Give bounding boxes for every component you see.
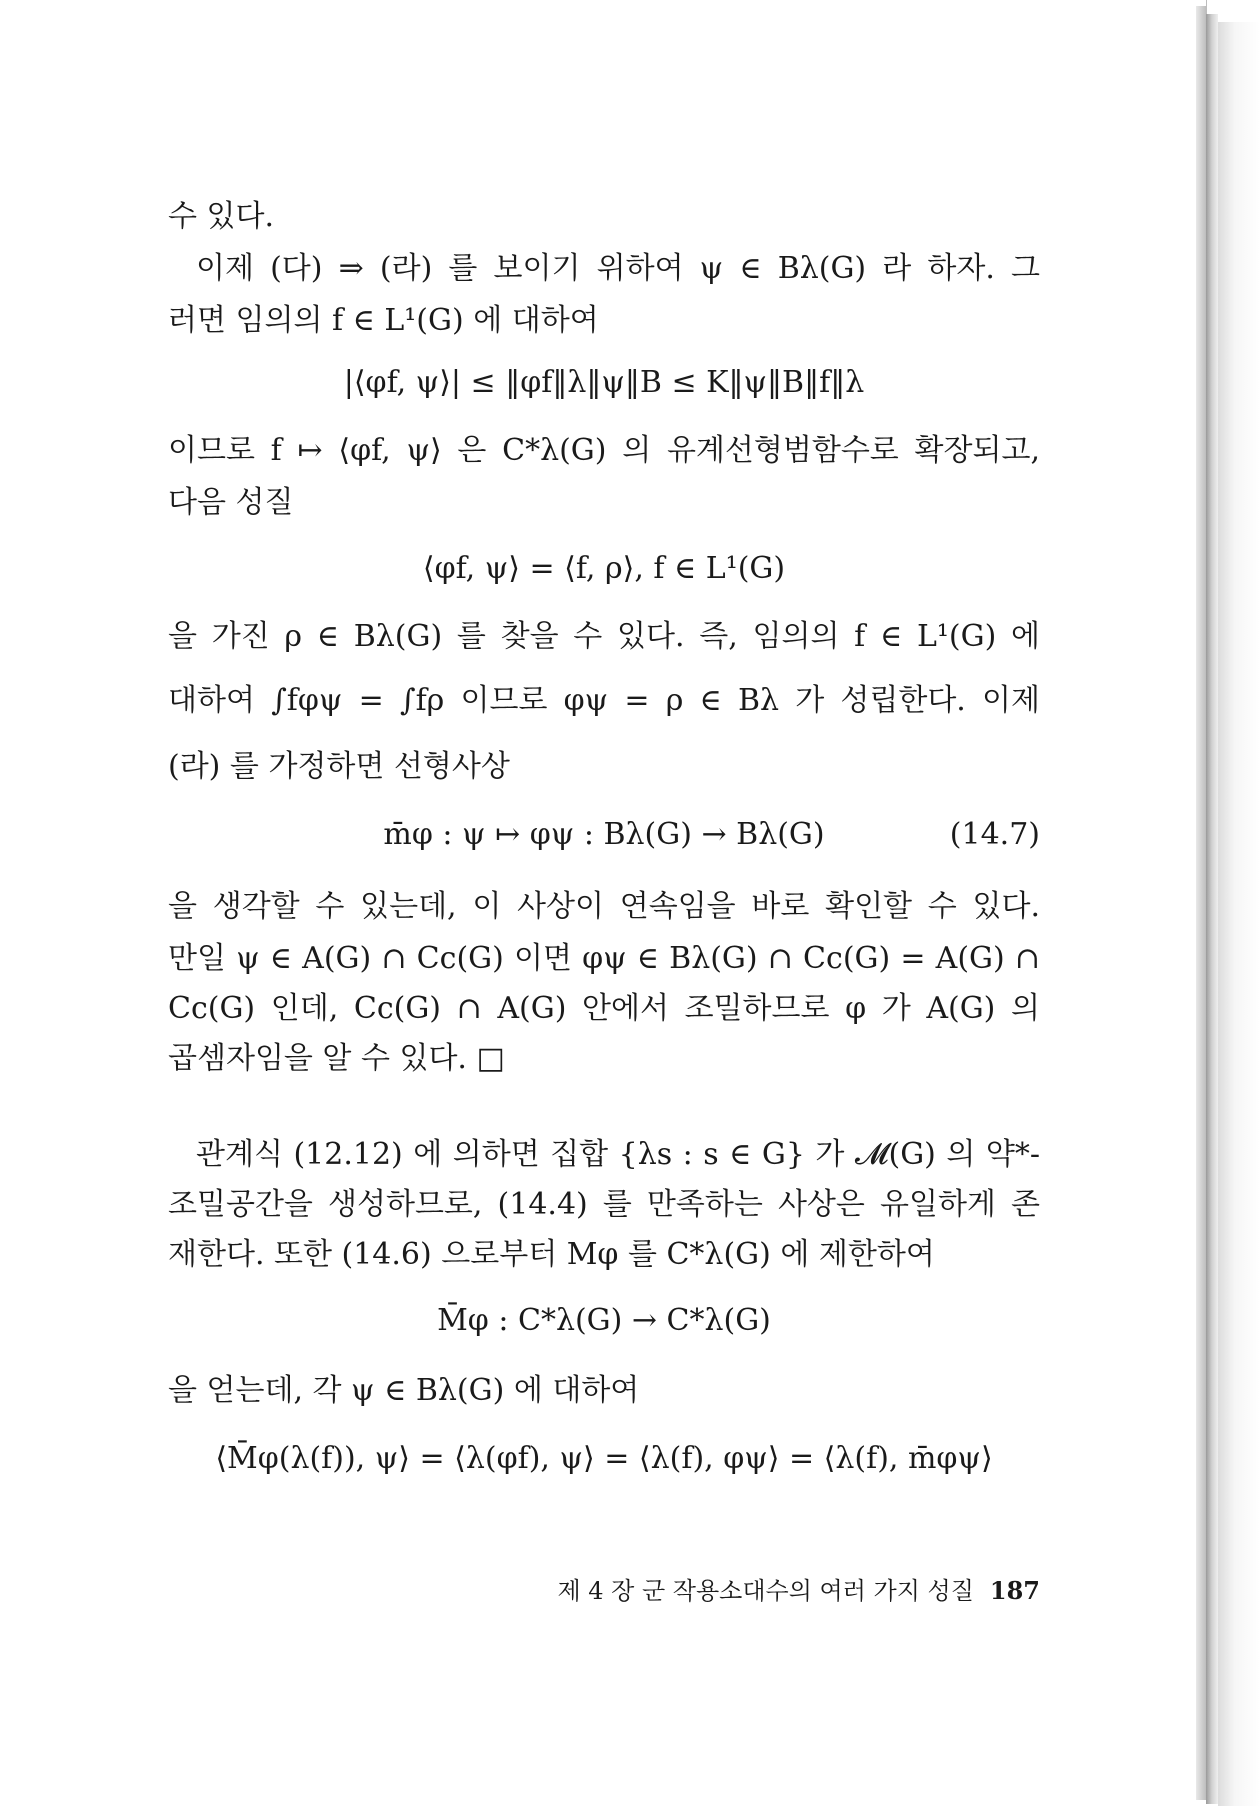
page-edge-shadow bbox=[1196, 6, 1206, 1800]
text-line: 수 있다. bbox=[168, 199, 275, 234]
text-line: (라) 를 가정하면 선형사상 bbox=[168, 749, 510, 784]
text-line: 을 얻는데, 각 ψ ∈ Bλ(G) 에 대하여 bbox=[168, 1373, 640, 1408]
page-footer bbox=[500, 1576, 1040, 1606]
text-line: 재한다. 또한 (14.6) 으로부터 Mφ 를 C*λ(G) 에 제한하여 bbox=[168, 1237, 935, 1272]
equation: M̄φ : C*λ(G) → C*λ(G) bbox=[437, 1303, 771, 1338]
equation-number: (14.7) bbox=[949, 817, 1040, 852]
text-line: 러면 임의의 f ∈ L¹(G) 에 대하여 bbox=[168, 303, 599, 338]
text-line: 관계식 (12.12) 에 의하면 집합 {λs : s ∈ G} 가 𝓜(G) 의 약*- bbox=[196, 1137, 1040, 1172]
text-line: 조밀공간을 생성하므로, (14.4) 를 만족하는 사상은 유일하게 존 bbox=[168, 1187, 1040, 1222]
equation: |⟨φf, ψ⟩| ≤ ‖φf‖λ‖ψ‖B ≤ K‖ψ‖B‖f‖λ bbox=[343, 365, 865, 400]
equation-body: m̄φ : ψ ↦ φψ : Bλ(G) → Bλ(G) bbox=[383, 817, 825, 852]
text-line: 만일 ψ ∈ A(G) ∩ Cc(G) 이면 φψ ∈ Bλ(G) ∩ Cc(G) = A(G) ∩ bbox=[168, 941, 1040, 976]
page-number: 187 bbox=[989, 1576, 1040, 1605]
page-edge-shadow bbox=[1218, 22, 1260, 1806]
text-line: 이제 (다) ⇒ (라) 를 보이기 위하여 ψ ∈ Bλ(G) 라 하자. 그 bbox=[196, 251, 1040, 286]
text-line: 대하여 ∫fφψ = ∫fρ 이므로 φψ = ρ ∈ Bλ 가 성립한다. 이제 bbox=[168, 683, 1040, 718]
equation-14-7 bbox=[168, 816, 1040, 854]
text-line: 을 생각할 수 있는데, 이 사상이 연속임을 바로 확인할 수 있다. bbox=[168, 889, 1040, 924]
text-line: Cc(G) 인데, Cc(G) ∩ A(G) 안에서 조밀하므로 φ 가 A(G) 의 bbox=[168, 991, 1040, 1026]
equation: ⟨M̄φ(λ(f)), ψ⟩ = ⟨λ(φf), ψ⟩ = ⟨λ(f), φψ⟩ = ⟨λ(f), m̄φψ⟩ bbox=[215, 1441, 993, 1476]
text-line: 이므로 f ↦ ⟨φf, ψ⟩ 은 C*λ(G) 의 유계선형범함수로 확장되고, bbox=[168, 433, 1040, 468]
text-line: 다음 성질 bbox=[168, 485, 294, 520]
text-line: 곱셈자임을 알 수 있다. □ bbox=[168, 1041, 505, 1076]
text-line: 을 가진 ρ ∈ Bλ(G) 를 찾을 수 있다. 즉, 임의의 f ∈ L¹(G) 에 bbox=[168, 619, 1040, 654]
page-edge-shadow bbox=[1206, 14, 1218, 1804]
running-head: 제 4 장 군 작용소대수의 여러 가지 성질 bbox=[557, 1577, 974, 1605]
equation: ⟨φf, ψ⟩ = ⟨f, ρ⟩, f ∈ L¹(G) bbox=[422, 551, 786, 586]
